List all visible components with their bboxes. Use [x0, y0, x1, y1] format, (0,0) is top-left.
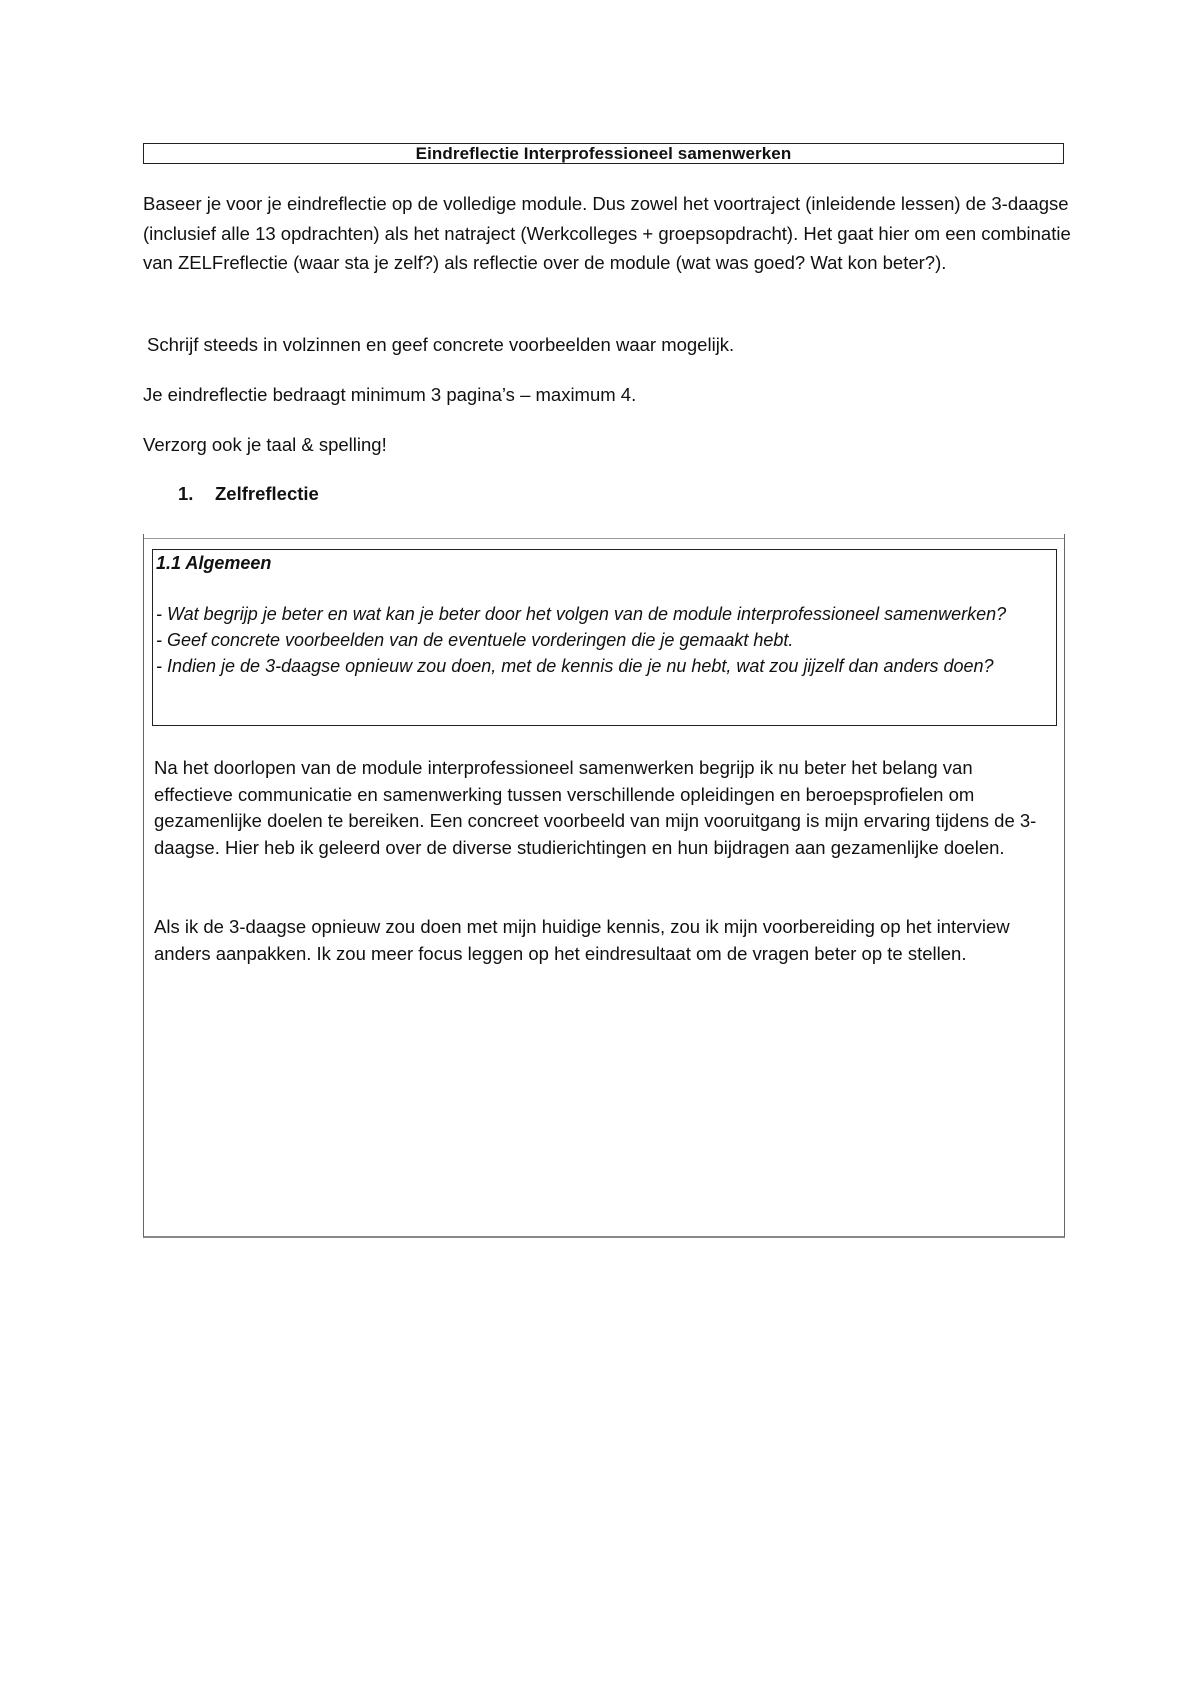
section-title: Zelfreflectie	[215, 483, 319, 504]
question-item: - Indien je de 3-daagse opnieuw zou doen, met de kennis die je nu hebt, wat zou jijzelf dan anders doen?	[156, 656, 994, 676]
answer-paragraph: Als ik de 3-daagse opnieuw zou doen met mijn huidige kennis, zou ik mijn voorbereiding op het interview anders aanpakken. Ik zou meer focus leggen op het eindresultaat om de vragen beter op te stellen.	[154, 916, 1010, 964]
subsection-prompt-box	[152, 549, 1057, 726]
instruction-full-sentences: Schrijf steeds in volzinnen en geef concrete voorbeelden waar mogelijk.	[147, 334, 735, 355]
instruction-length: Je eindreflectie bedraagt minimum 3 pagina’s – maximum 4.	[143, 384, 637, 405]
subsection-heading: 1.1 Algemeen	[156, 553, 272, 573]
question-list	[156, 601, 1053, 679]
answer-paragraph: Na het doorlopen van de module interprofessioneel samenwerken begrijp ik nu beter het belang van effectieve communicatie en samenwerking tussen verschillende opleidingen en beroepsprofielen om gezamenlijke doelen te bereiken. Een concreet voorbeeld van mijn vooruitgang is mijn ervaring tijdens de 3-daagse. Hier heb ik geleerd over de diverse studierichtingen en hun bijdragen aan gezamenlijke doelen.	[154, 757, 1037, 858]
question-item: - Geef concrete voorbeelden van de eventuele vorderingen die je gemaakt hebt.	[156, 630, 794, 650]
instruction-spelling: Verzorg ook je taal & spelling!	[143, 434, 387, 455]
section-heading	[178, 480, 319, 508]
question-item: - Wat begrijp je beter en wat kan je beter door het volgen van de module interprofessioneel samenwerken?	[156, 604, 1007, 624]
document-title: Eindreflectie Interprofessioneel samenwerken	[415, 143, 792, 163]
section-number: 1.	[178, 483, 194, 504]
document-title-box	[143, 143, 1064, 164]
intro-paragraph: Baseer je voor je eindreflectie op de volledige module. Dus zowel het voortraject (inleidende lessen) de 3-daagse (inclusief alle 13 opdrachten) als het natraject (Werkcolleges + groepsopdracht). Het gaat hier om een combinatie van ZELFreflectie (waar sta je zelf?) als reflectie over de module (wat was goed? Wat kon beter?).	[143, 193, 1071, 273]
